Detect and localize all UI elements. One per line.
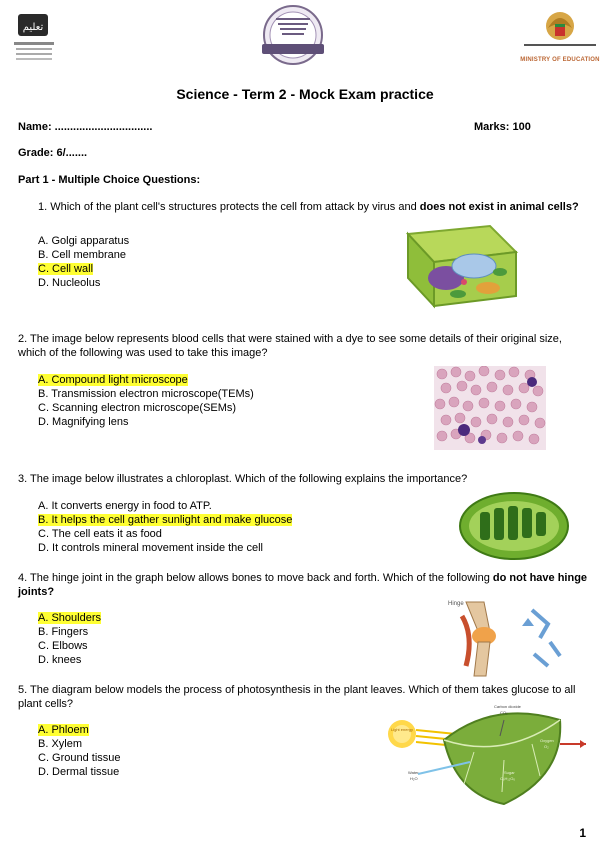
marks-label: Marks: 100 bbox=[474, 121, 531, 133]
tarbiya-logo bbox=[10, 8, 58, 68]
sugar-label: Sugar bbox=[504, 770, 515, 775]
option-4a[interactable]: A. Shoulders bbox=[38, 612, 101, 624]
question-4-options bbox=[38, 611, 101, 667]
option-5b[interactable]: B. Xylem bbox=[38, 738, 83, 750]
question-3-text: 3. The image below illustrates a chloroplast. Which of the following explains the importance? bbox=[18, 473, 468, 485]
option-2d[interactable]: D. Magnifying lens bbox=[38, 416, 129, 428]
blood-cells-image bbox=[434, 366, 546, 450]
option-3a[interactable]: A. It converts energy in food to ATP. bbox=[38, 500, 212, 512]
carbon-dioxide-label: Carbon dioxide bbox=[494, 704, 521, 709]
water-label: Water bbox=[408, 770, 419, 775]
question-2-options bbox=[38, 373, 254, 429]
photosynthesis-leaf-diagram bbox=[384, 700, 590, 812]
option-4b[interactable]: B. Fingers bbox=[38, 626, 89, 638]
ministry-logo bbox=[518, 6, 602, 70]
question-2-text: 2. The image below represents blood cells that were stained with a dye to see some details of their original size, which of the following was used to take this image? bbox=[18, 333, 562, 359]
question-5-text: 5. The diagram below models the process of photosynthesis in the plant leaves. Which of them takes glucose to all plant cells? bbox=[18, 684, 576, 710]
option-5c[interactable]: C. Ground tissue bbox=[38, 752, 121, 764]
question-3-options bbox=[38, 499, 292, 555]
hinge-label: Hinge bbox=[448, 601, 464, 607]
oxygen-label: Oxygen bbox=[540, 738, 554, 743]
grade-label: Grade: 6/....... bbox=[18, 147, 88, 159]
light-energy-label: Light energy bbox=[390, 727, 414, 732]
option-2a[interactable]: A. Compound light microscope bbox=[38, 374, 188, 386]
option-3b[interactable]: B. It helps the cell gather sunlight and make glucose bbox=[38, 514, 293, 526]
option-5d[interactable]: D. Dermal tissue bbox=[38, 766, 120, 778]
question-1-text-a: 1. Which of the plant cell's structures protects the cell from attack by virus and bbox=[38, 201, 420, 213]
question-4-text-a: 4. The hinge joint in the graph below allows bones to move back and forth. Which of the following bbox=[18, 572, 493, 584]
option-5a[interactable]: A. Phloem bbox=[38, 724, 89, 736]
left-logo-text: تعليم bbox=[22, 22, 44, 33]
option-2b[interactable]: B. Transmission electron microscope(TEMs) bbox=[38, 388, 254, 400]
question-4-text bbox=[18, 571, 588, 599]
question-5-options bbox=[38, 723, 121, 779]
question-1-text-b: does not exist in animal cells? bbox=[419, 201, 579, 213]
eagle-emblem-icon bbox=[518, 6, 602, 52]
carbon-dioxide-formula: CO₂ bbox=[500, 710, 508, 715]
sugar-formula: C₆H₁₂O₆ bbox=[500, 776, 516, 781]
chloroplast-image bbox=[456, 486, 572, 562]
question-1-text bbox=[38, 200, 586, 214]
hinge-joint-image bbox=[444, 596, 572, 678]
name-field-label: Name: ................................ bbox=[18, 121, 153, 133]
page-title: Science - Term 2 - Mock Exam practice bbox=[176, 86, 434, 102]
question-1-options bbox=[38, 234, 129, 290]
ministry-name: MINISTRY OF EDUCATION bbox=[520, 57, 600, 63]
option-1a[interactable]: A. Golgi apparatus bbox=[38, 235, 130, 247]
option-2c[interactable]: C. Scanning electron microscope(SEMs) bbox=[38, 402, 237, 414]
plant-cell-image bbox=[390, 222, 522, 310]
page-number: 1 bbox=[579, 826, 586, 840]
question-4-text-b: do not have hinge joints? bbox=[18, 572, 588, 598]
school-seal-logo bbox=[248, 4, 338, 66]
option-1b[interactable]: B. Cell membrane bbox=[38, 249, 127, 261]
option-4d[interactable]: D. knees bbox=[38, 654, 82, 666]
option-1c[interactable]: C. Cell wall bbox=[38, 263, 94, 275]
option-4c[interactable]: C. Elbows bbox=[38, 640, 88, 652]
option-3d[interactable]: D. It controls mineral movement inside the cell bbox=[38, 542, 263, 554]
oxygen-formula: O₂ bbox=[544, 744, 549, 749]
water-formula: H₂O bbox=[410, 776, 418, 781]
part-heading: Part 1 - Multiple Choice Questions: bbox=[18, 174, 201, 186]
option-1d[interactable]: D. Nucleolus bbox=[38, 277, 101, 289]
option-3c[interactable]: C. The cell eats it as food bbox=[38, 528, 162, 540]
